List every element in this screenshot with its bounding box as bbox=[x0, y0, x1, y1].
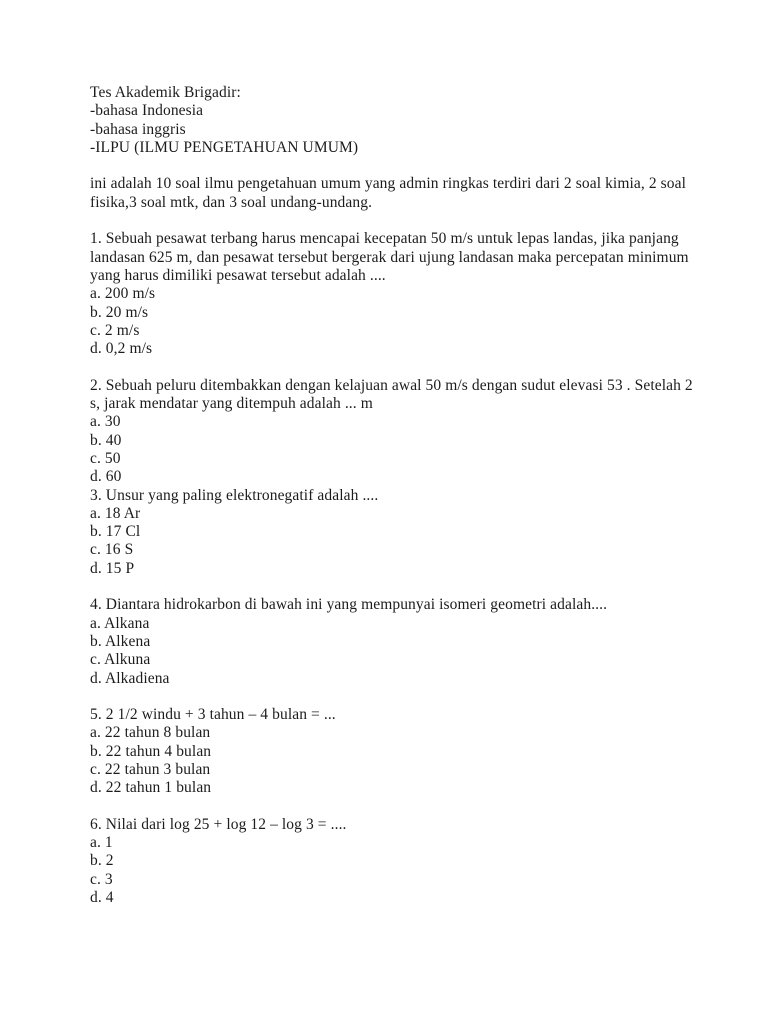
question-option-d: d. 15 P bbox=[90, 559, 135, 577]
question-5 bbox=[90, 706, 680, 797]
intro-line: ini adalah 10 soal ilmu pengetahuan umum yang admin ringkas terdiri dari 2 soal kimia, 2 soal bbox=[90, 175, 687, 193]
question-text: 3. Unsur yang paling elektronegatif adalah .... bbox=[90, 486, 379, 504]
header-line-bahasa-indonesia: -bahasa Indonesia bbox=[90, 102, 204, 120]
question-option-c: c. 22 tahun 3 bulan bbox=[90, 760, 211, 778]
question-option-a: a. 18 Ar bbox=[90, 504, 141, 522]
question-option-b: b. 22 tahun 4 bulan bbox=[90, 742, 212, 760]
question-option-d: d. 0,2 m/s bbox=[90, 340, 153, 358]
spacer bbox=[90, 212, 680, 230]
question-option-a: a. 22 tahun 8 bulan bbox=[90, 724, 211, 742]
question-option-c: c. 50 bbox=[90, 449, 121, 467]
question-text: s, jarak mendatar yang ditempuh adalah ... m bbox=[90, 395, 373, 413]
question-6 bbox=[90, 816, 680, 907]
document-header bbox=[90, 84, 680, 157]
spacer bbox=[90, 578, 680, 596]
question-option-c: c. Alkuna bbox=[90, 651, 151, 669]
question-option-d: d. 60 bbox=[90, 468, 122, 486]
spacer bbox=[90, 157, 680, 175]
document-title: Tes Akademik Brigadir: bbox=[90, 84, 241, 101]
question-option-b: b. 2 bbox=[90, 852, 114, 870]
question-option-a: a. Alkana bbox=[90, 614, 150, 632]
intro-line: fisika,3 soal mtk, dan 3 soal undang-undang. bbox=[90, 193, 373, 211]
header-line-bahasa-inggris: -bahasa inggris bbox=[90, 120, 186, 138]
question-2 bbox=[90, 376, 693, 487]
spacer bbox=[90, 798, 680, 816]
question-option-d: d. 22 tahun 1 bulan bbox=[90, 779, 212, 797]
question-text: 6. Nilai dari log 25 + log 12 – log 3 = .... bbox=[90, 815, 347, 833]
question-3 bbox=[90, 487, 680, 578]
question-option-d: d. Alkadiena bbox=[90, 669, 170, 687]
spacer bbox=[90, 358, 680, 376]
question-option-b: b. 40 bbox=[90, 431, 122, 449]
question-option-a: a. 200 m/s bbox=[90, 285, 156, 303]
question-option-c: c. 2 m/s bbox=[90, 321, 140, 339]
question-option-b: b. 20 m/s bbox=[90, 303, 149, 321]
question-text: 1. Sebuah pesawat terbang harus mencapai kecepatan 50 m/s untuk lepas landas, jika panjang bbox=[90, 230, 679, 248]
question-option-c: c. 16 S bbox=[90, 541, 134, 559]
question-text: 2. Sebuah peluru ditembakkan dengan kelajuan awal 50 m/s dengan sudut elevasi 53 . Setelah 2 bbox=[90, 376, 693, 394]
question-text: 4. Diantara hidrokarbon di bawah ini yang mempunyai isomeri geometri adalah.... bbox=[90, 596, 608, 614]
question-option-b: b. 17 Cl bbox=[90, 523, 141, 541]
header-line-ilpu: -ILPU (ILMU PENGETAHUAN UMUM) bbox=[90, 138, 359, 156]
question-text: yang harus dimiliki pesawat tersebut adalah .... bbox=[90, 266, 386, 284]
question-1 bbox=[90, 230, 689, 358]
question-option-d: d. 4 bbox=[90, 889, 114, 907]
intro-paragraph bbox=[90, 175, 687, 212]
question-text: 5. 2 1/2 windu + 3 tahun – 4 bulan = ... bbox=[90, 706, 336, 724]
question-option-a: a. 1 bbox=[90, 834, 113, 852]
question-option-c: c. 3 bbox=[90, 870, 113, 888]
question-option-a: a. 30 bbox=[90, 413, 121, 431]
question-text: landasan 625 m, dan pesawat tersebut bergerak dari ujung landasan maka percepatan minimum bbox=[90, 248, 689, 266]
question-4 bbox=[90, 596, 680, 687]
question-option-b: b. Alkena bbox=[90, 632, 151, 650]
spacer bbox=[90, 688, 680, 706]
